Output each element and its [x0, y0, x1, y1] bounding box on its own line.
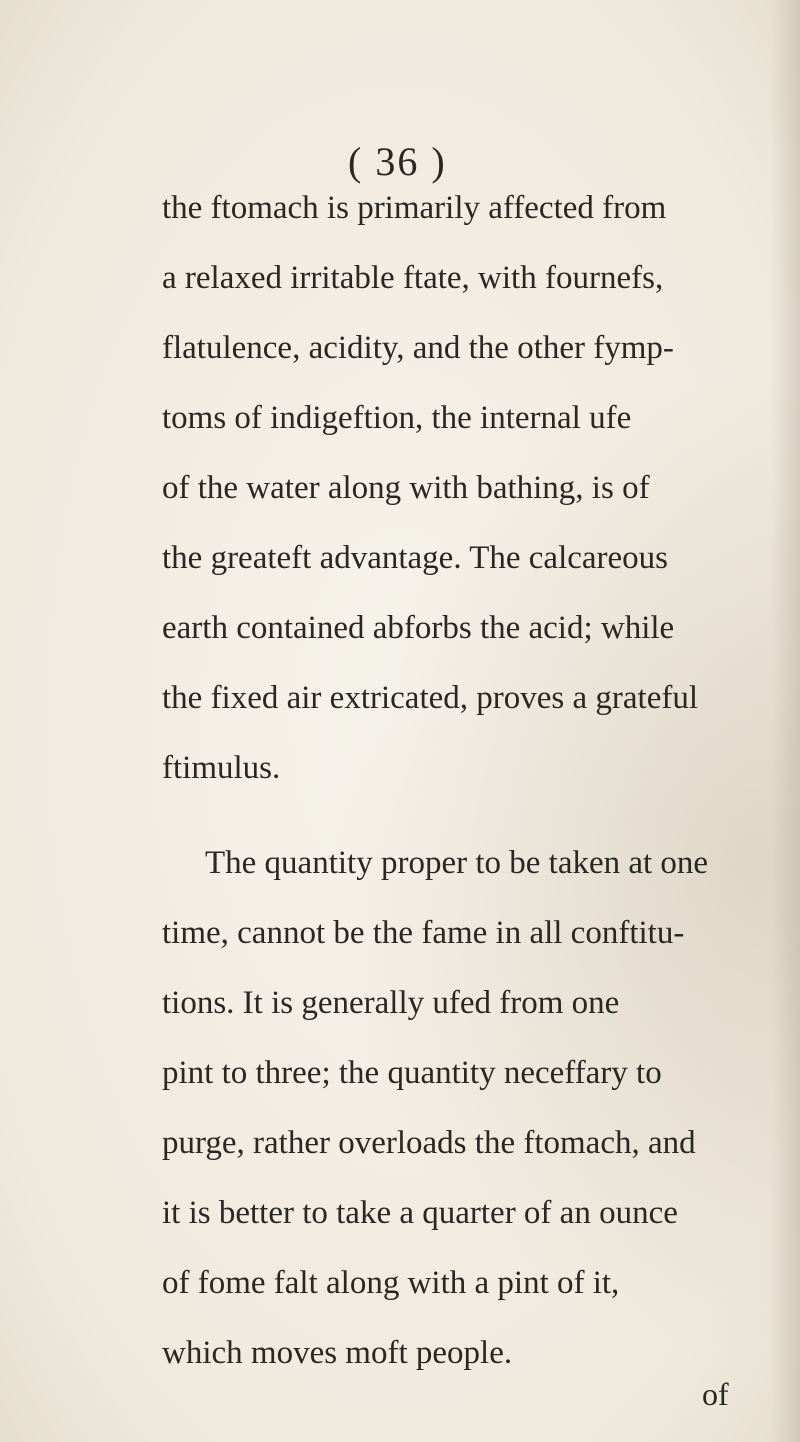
paragraph-2-line-7: of fome falt along with a pint of it,	[162, 1265, 620, 1301]
paragraph-2-line-6: it is better to take a quarter of an ounce	[162, 1195, 678, 1231]
page-edge-shadow	[770, 0, 800, 1442]
paragraph-1-line-6: the greateft advantage. The calcareous	[162, 540, 669, 576]
paragraph-1-line-3: flatulence, acidity, and the other fymp-	[162, 330, 674, 366]
page-number: ( 36 )	[348, 139, 447, 184]
paragraph-2-line-2: time, cannot be the fame in all conftitu-	[162, 915, 685, 951]
paragraph-2-line-8: which moves moft people.	[162, 1335, 513, 1371]
paragraph-1-line-8: the fixed air extricated, proves a grateful	[162, 680, 698, 716]
paragraph-2-line-1: The quantity proper to be taken at one	[205, 845, 709, 881]
paragraph-1-line-9: ftimulus.	[162, 750, 281, 786]
paragraph-1-line-1: the ftomach is primarily affected from	[162, 190, 667, 226]
paragraph-2-line-3: tions. It is generally ufed from one	[162, 985, 620, 1021]
paragraph-1-line-4: toms of indigeftion, the internal ufe	[162, 400, 632, 436]
paragraph-1-line-5: of the water along with bathing, is of	[162, 470, 650, 506]
catchword: of	[702, 1376, 729, 1412]
paragraph-1-line-2: a relaxed irritable ftate, with fournefs,	[162, 260, 664, 296]
paragraph-1-line-7: earth contained abforbs the acid; while	[162, 610, 675, 646]
paragraph-2-line-4: pint to three; the quantity neceffary to	[162, 1055, 662, 1091]
paragraph-2-line-5: purge, rather overloads the ftomach, and	[162, 1125, 696, 1161]
